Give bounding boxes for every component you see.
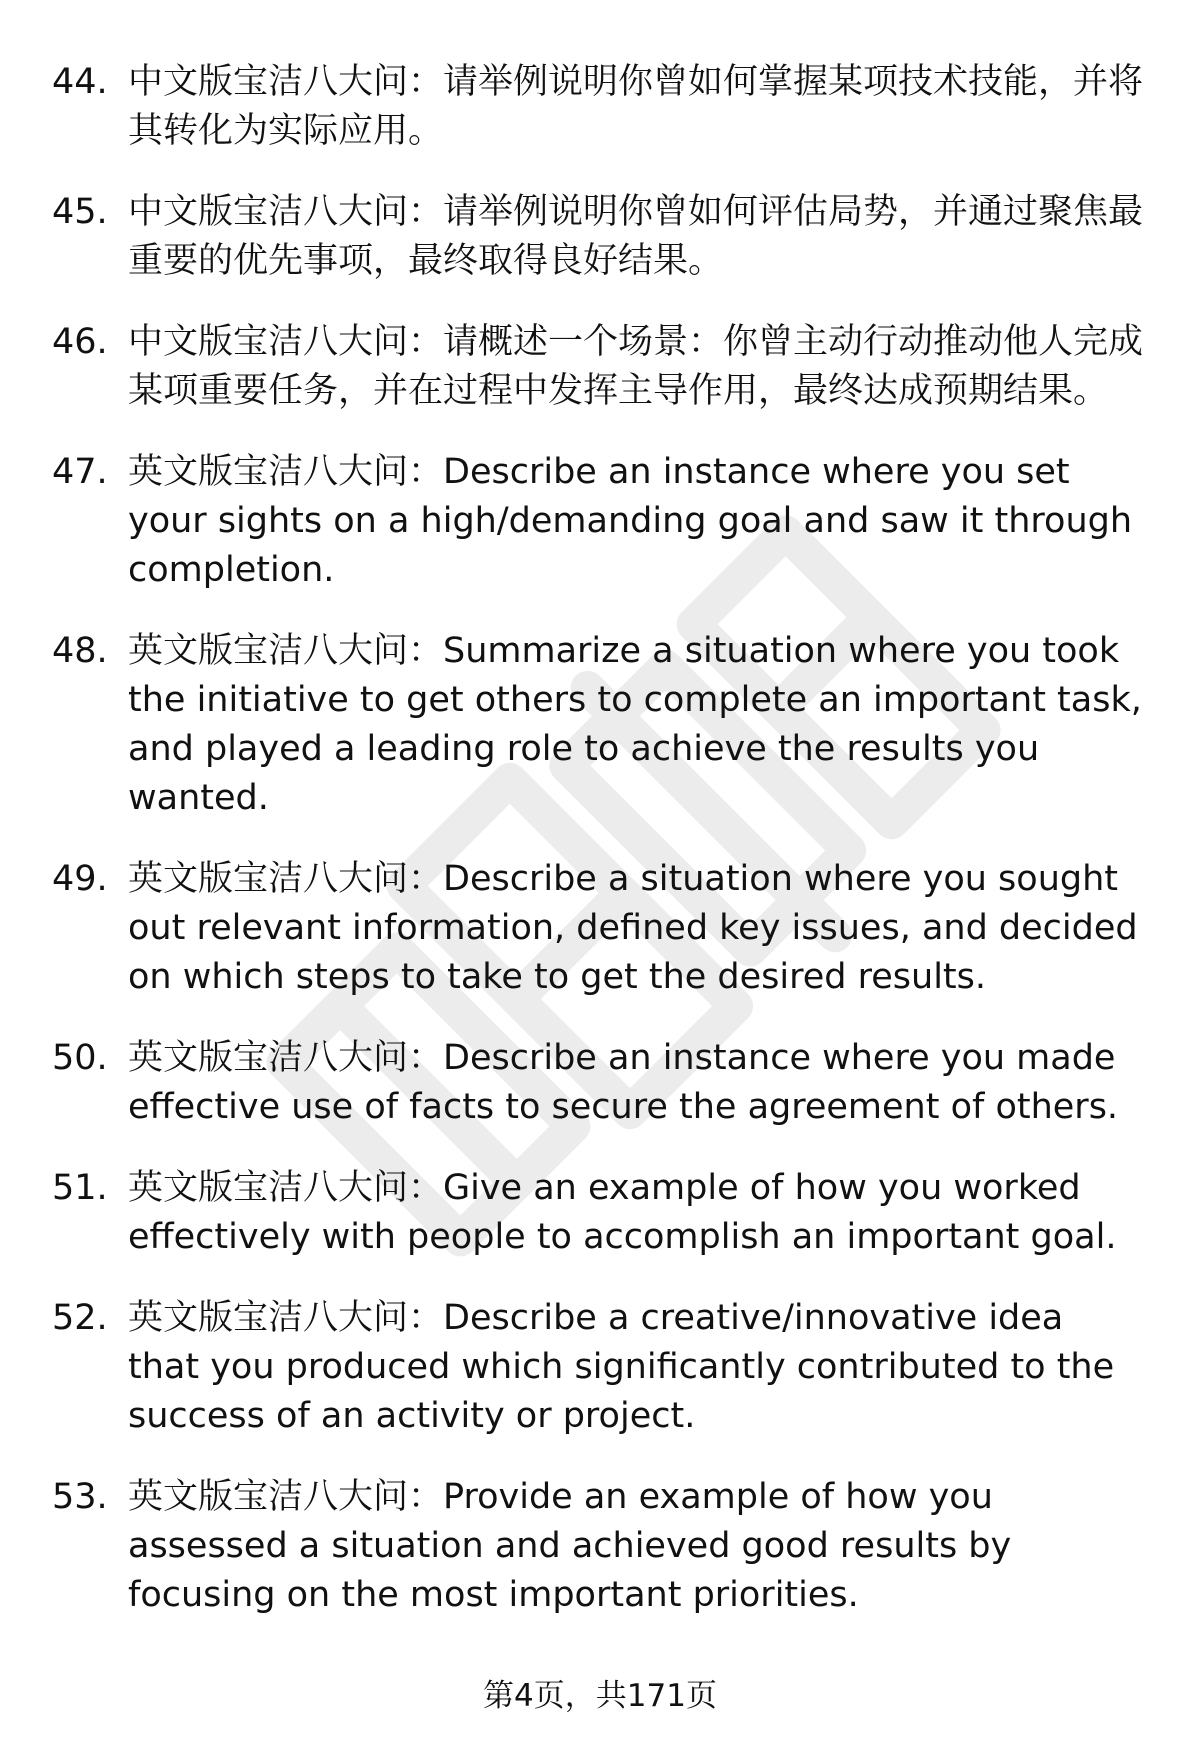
- list-item: [52, 318, 1160, 416]
- question-number: 51.: [52, 1168, 108, 1208]
- question-number: 50.: [52, 1038, 108, 1078]
- question-number: 53.: [52, 1477, 108, 1517]
- list-item: [52, 58, 1160, 156]
- question-text: 英文版宝洁八大问：Describe a creative/innovative idea that you produced which significantly contributed to the success of an activity or project.: [128, 1298, 1115, 1436]
- list-item: [52, 188, 1160, 286]
- question-number: 52.: [52, 1298, 108, 1338]
- question-text: 英文版宝洁八大问：Describe an instance where you set your sights on a high/demanding goal and saw it through completion.: [128, 452, 1133, 590]
- question-text: 英文版宝洁八大问：Describe a situation where you sought out relevant information, defined key issues, and decided on which steps to take to get the desired results.: [128, 859, 1138, 997]
- list-item: [52, 627, 1160, 823]
- question-number: 44.: [52, 62, 108, 102]
- question-text: 中文版宝洁八大问：请概述一个场景：你曾主动行动推动他人完成某项重要任务，并在过程中发挥主导作用，最终达成预期结果。: [128, 322, 1144, 411]
- list-item: [52, 1294, 1160, 1441]
- list-item: [52, 448, 1160, 595]
- list-item: [52, 1164, 1160, 1262]
- question-number: 48.: [52, 631, 108, 671]
- question-text: 中文版宝洁八大问：请举例说明你曾如何掌握某项技术技能，并将其转化为实际应用。: [128, 62, 1144, 151]
- list-item: [52, 1473, 1160, 1620]
- list-item: [52, 1034, 1160, 1132]
- page-number-footer: 第4页，共171页: [483, 1678, 717, 1714]
- question-text: 英文版宝洁八大问：Summarize a situation where you took the initiative to get others to complete an important task, and played a leading role to achieve the results you wanted.: [128, 631, 1142, 818]
- question-text: 英文版宝洁八大问：Give an example of how you worked effectively with people to accomplish an important goal.: [128, 1168, 1117, 1257]
- question-number: 47.: [52, 452, 108, 492]
- question-number: 49.: [52, 859, 108, 899]
- question-number: 46.: [52, 322, 108, 362]
- question-list: [52, 58, 1160, 1652]
- question-text: 英文版宝洁八大问：Provide an example of how you assessed a situation and achieved good results by focusing on the most important priorities.: [128, 1477, 1012, 1615]
- question-text: 中文版宝洁八大问：请举例说明你曾如何评估局势，并通过聚焦最重要的优先事项，最终取得良好结果。: [128, 192, 1144, 281]
- question-number: 45.: [52, 192, 108, 232]
- list-item: [52, 855, 1160, 1002]
- question-text: 英文版宝洁八大问：Describe an instance where you made effective use of facts to secure the agreement of others.: [128, 1038, 1119, 1127]
